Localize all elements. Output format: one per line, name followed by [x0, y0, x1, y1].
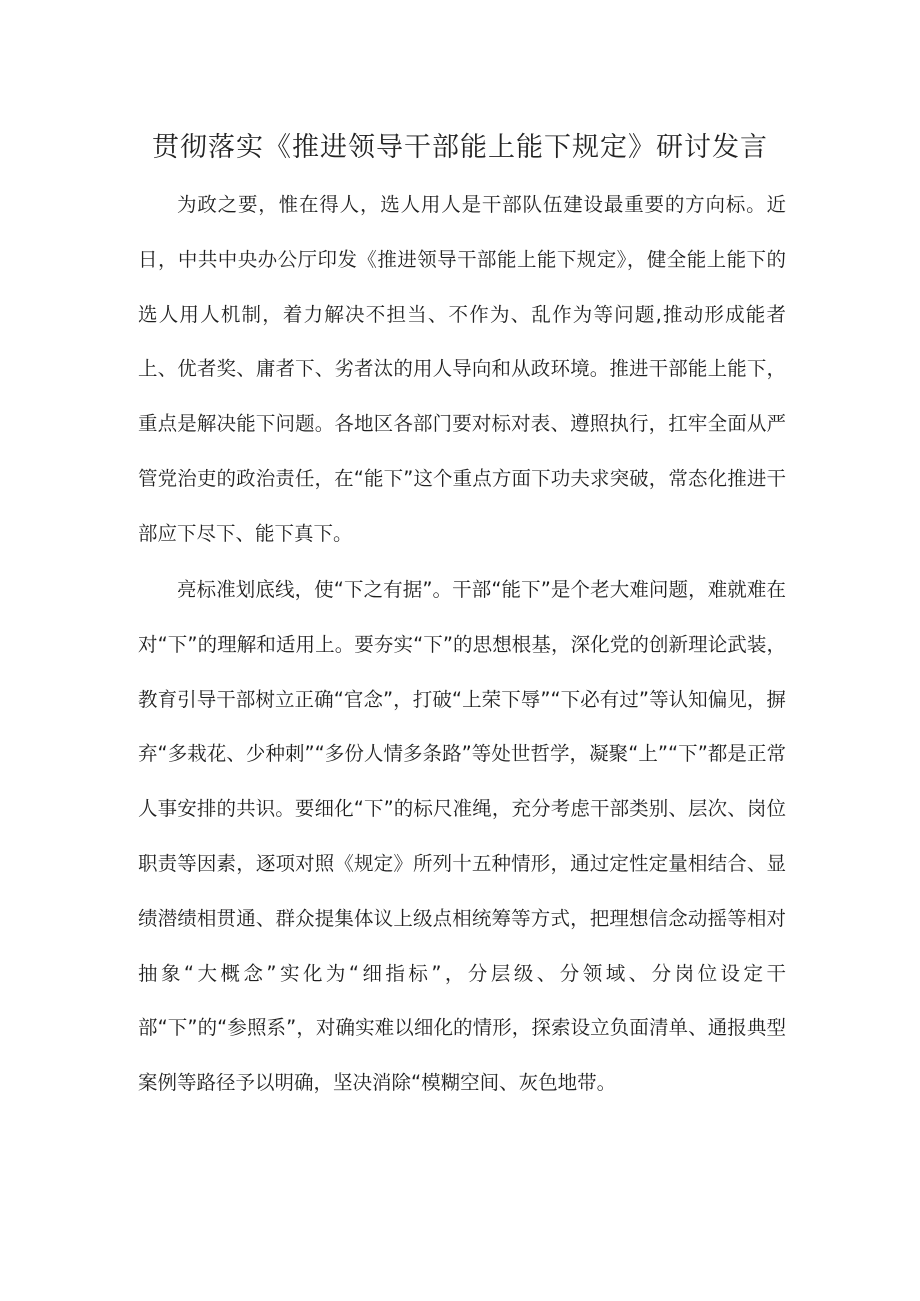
paragraph-1: 为政之要，惟在得人，选人用人是干部队伍建设最重要的方向标。近日，中共中央办公厅印发《推进领导干部能上能下规定》，健全能上能下的选人用人机制，着力解决不担当、不作为、乱作为等问题,推动形成能者上、优者奖、庸者下、劣者汰的用人导向和从政环境。推进干部能上能下，重点是解决能下问题。各地区各部门要对标对表、遵照执行，扛牢全面从严管党治吏的政治责任，在“能下”这个重点方面下功夫求突破，常态化推进干部应下尽下、能下真下。	[138, 193, 786, 545]
document-title: 贯彻落实《推进领导干部能上能下规定》研讨发言	[152, 132, 768, 163]
paragraph-2: 亮标准划底线，使“下之有据”。干部“能下”是个老大难问题，难就难在对“下”的理解和适用上。要夯实“下”的思想根基，深化党的创新理论武装，教育引导干部树立正确“官念”，打破“上荣下辱”“下必有过”等认知偏见，摒弃“多栽花、少种刺”“多份人情多条路”等处世哲学，凝聚“上”“下”都是正常人事安排的共识。要细化“下”的标尺准绳，充分考虑干部类别、层次、岗位职责等因素，逐项对照《规定》所列十五种情形，通过定性定量相结合、显绩潜绩相贯通、群众提集体议上级点相统筹等方式，把理想信念动摇等相对抽象“大概念”实化为“细指标”，分层级、分领域、分岗位设定干部“下”的“参照系”，对确实难以细化的情形，探索设立负面清单、通报典型案例等路径予以明确，坚决消除“模糊空间、灰色地带。	[138, 578, 786, 1095]
